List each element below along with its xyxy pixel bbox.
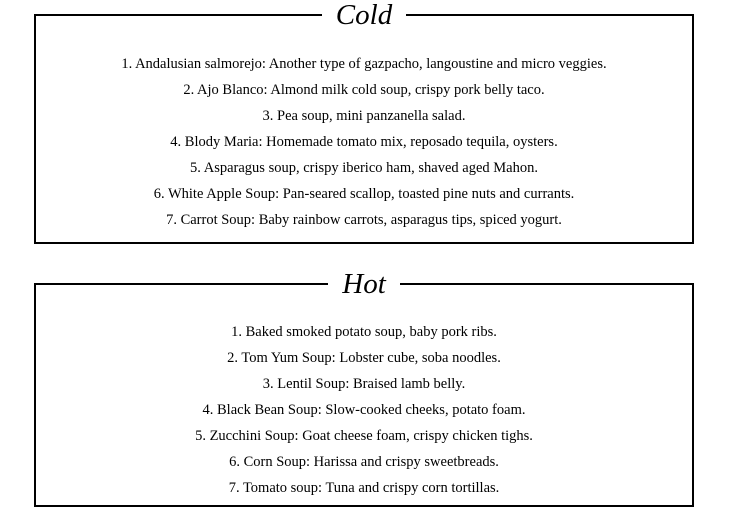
hot-soup-item-7: 7. Tomato soup: Tuna and crispy corn tortillas. <box>228 480 500 496</box>
hot-soup-item-2: 2. Tom Yum Soup: Lobster cube, soba noodles. <box>227 350 501 366</box>
hot-soup-item-4: 4. Black Bean Soup: Slow-cooked cheeks, potato foam. <box>202 402 526 418</box>
hot-soup-item-3: 3. Lentil Soup: Braised lamb belly. <box>262 376 466 392</box>
cold-soup-item-7: 7. Carrot Soup: Baby rainbow carrots, asparagus tips, spiced yogurt. <box>166 212 562 228</box>
hot-soup-list <box>36 319 692 501</box>
hot-section-title: Hot <box>328 269 400 299</box>
hot-soup-item-1: 1. Baked smoked potato soup, baby pork ribs. <box>231 324 497 340</box>
hot-section-title-wrap <box>36 269 692 299</box>
cold-section-title-wrap <box>36 0 692 30</box>
hot-soup-item-6: 6. Corn Soup: Harissa and crispy sweetbreads. <box>229 454 499 470</box>
cold-section <box>34 0 694 244</box>
cold-section-title: Cold <box>322 0 406 30</box>
cold-soup-item-4: 4. Blody Maria: Homemade tomato mix, reposado tequila, oysters. <box>170 134 558 150</box>
cold-soup-item-2: 2. Ajo Blanco: Almond milk cold soup, crispy pork belly taco. <box>183 82 545 98</box>
cold-soup-list <box>36 51 692 233</box>
cold-soup-item-3: 3. Pea soup, mini panzanella salad. <box>262 108 466 124</box>
cold-soup-item-5: 5. Asparagus soup, crispy iberico ham, shaved aged Mahon. <box>190 160 538 176</box>
hot-section <box>34 268 694 507</box>
cold-soup-item-1: 1. Andalusian salmorejo: Another type of gazpacho, langoustine and micro veggies. <box>121 56 607 72</box>
hot-soup-item-5: 5. Zucchini Soup: Goat cheese foam, crispy chicken tighs. <box>195 428 533 444</box>
cold-soup-item-6: 6. White Apple Soup: Pan-seared scallop, toasted pine nuts and currants. <box>153 186 575 202</box>
